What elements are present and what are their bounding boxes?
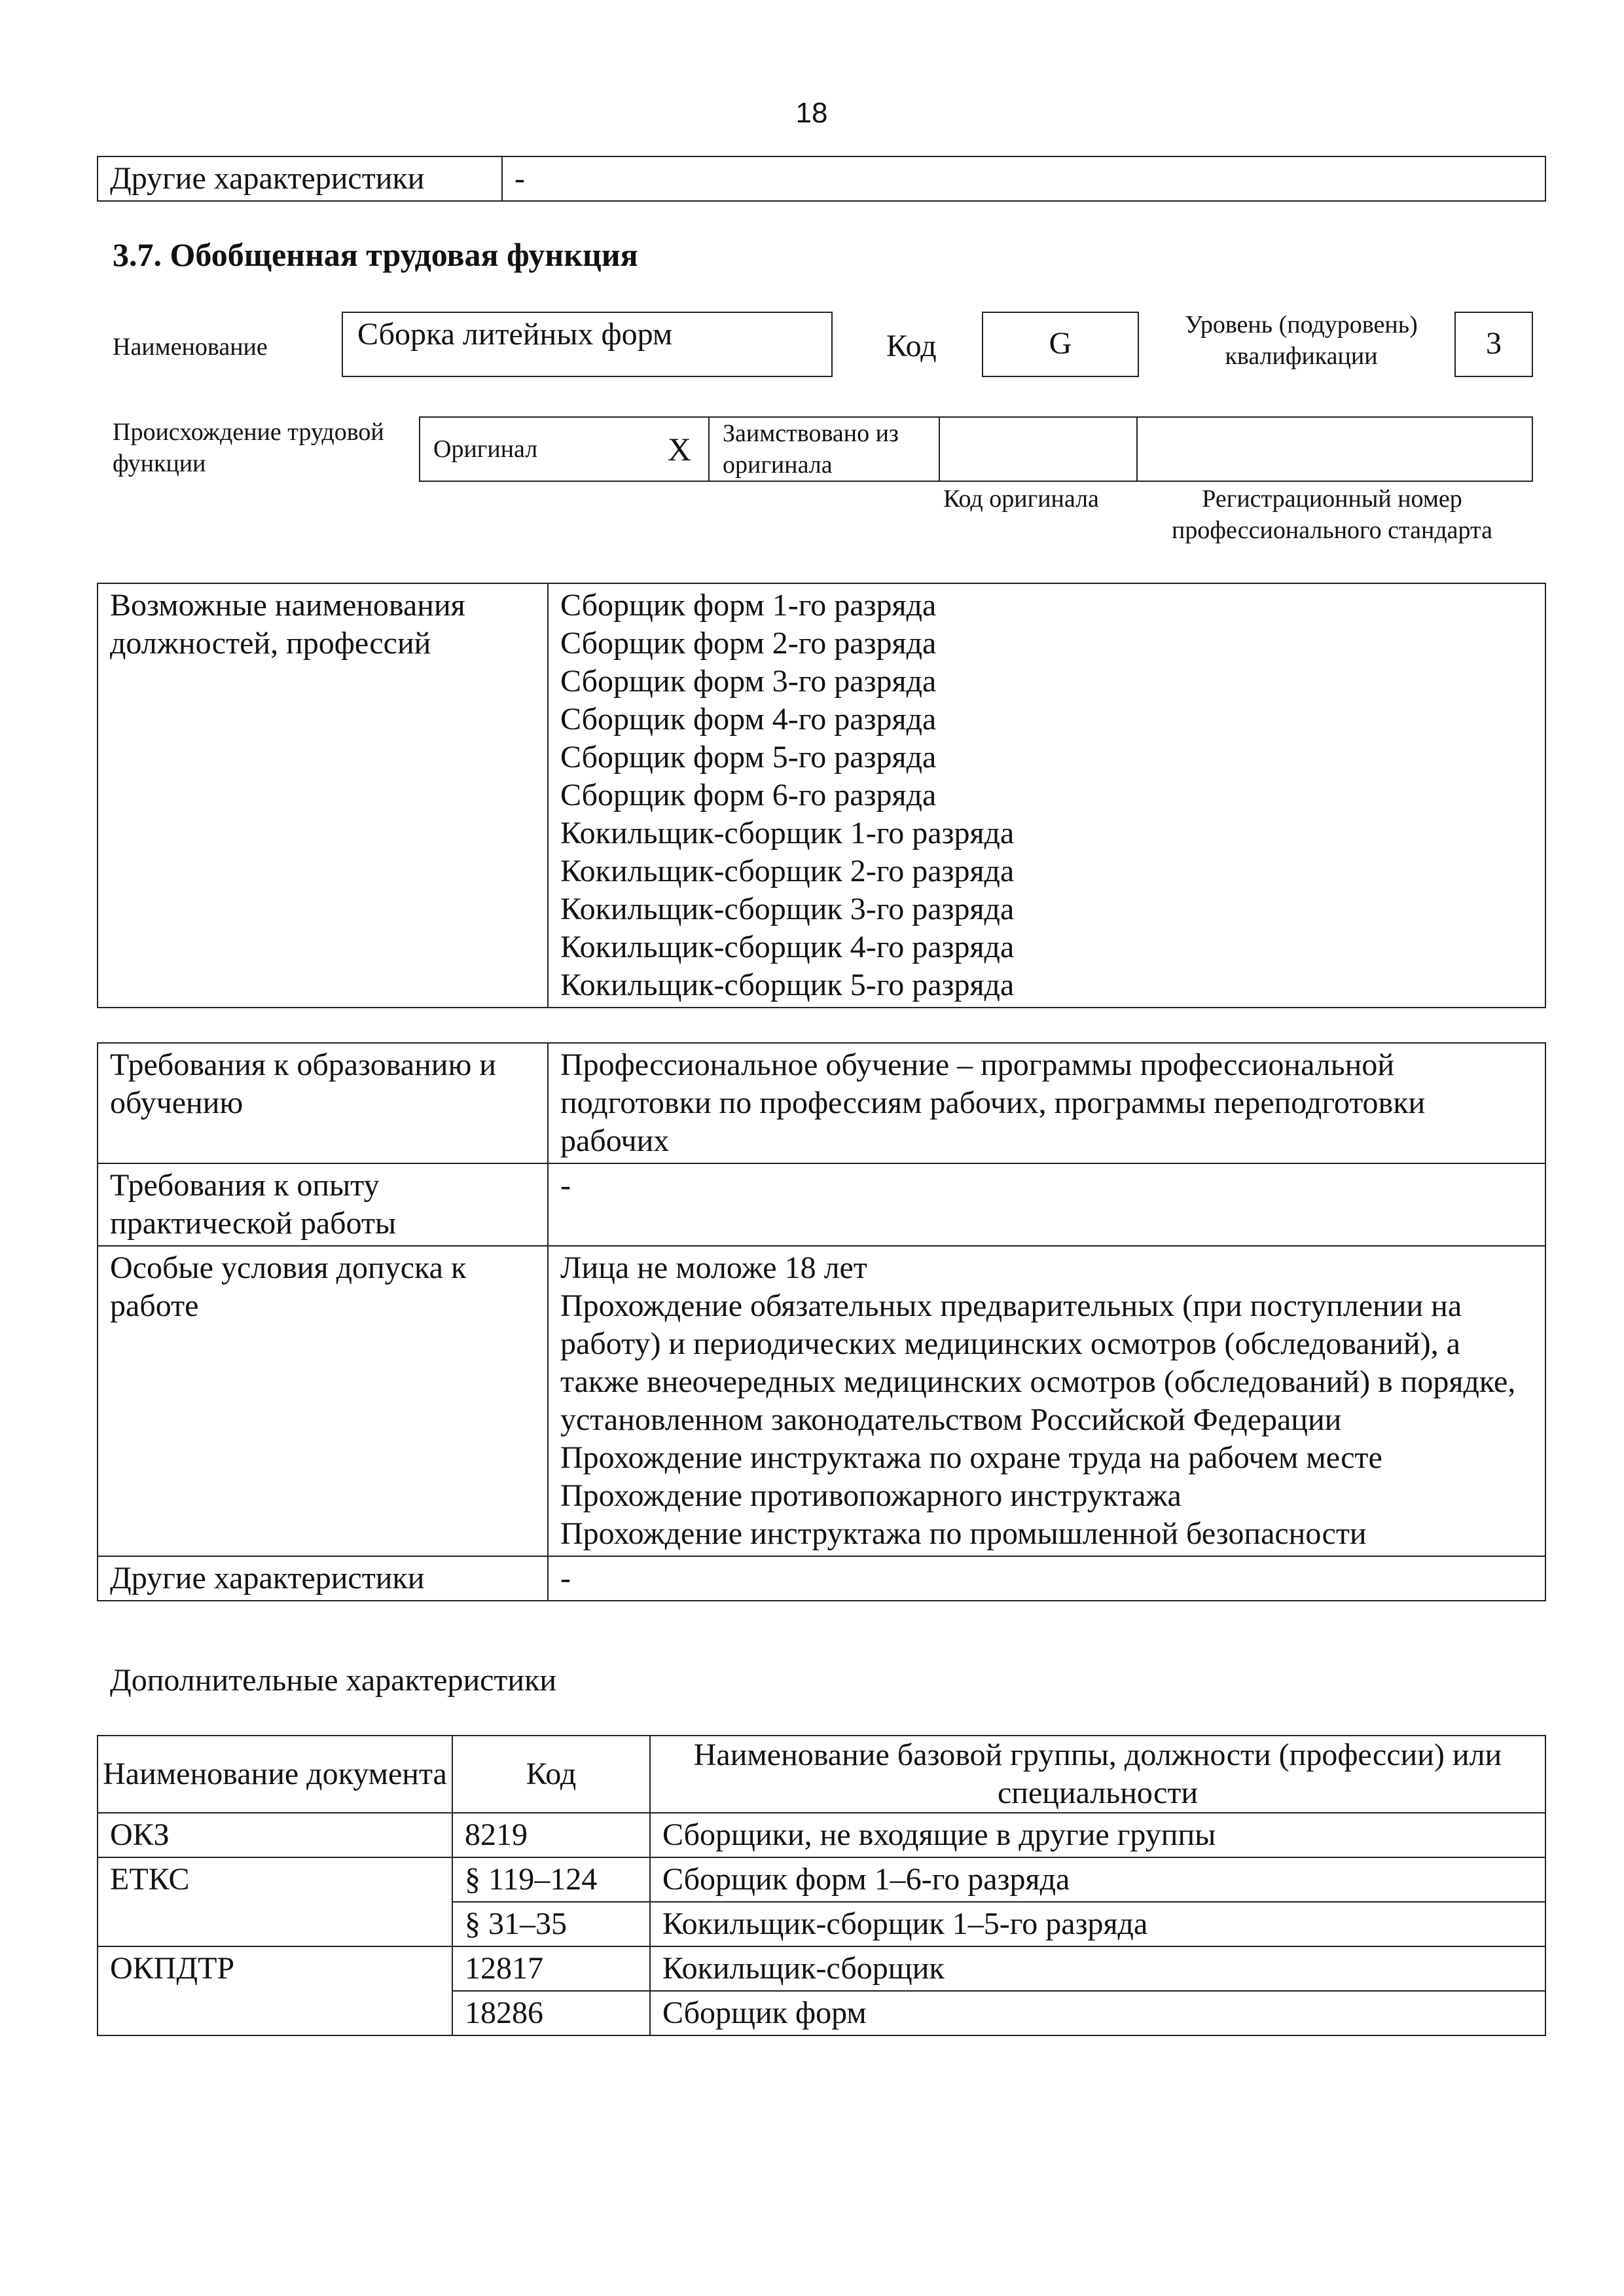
origin-original-label: Оригинал <box>433 435 538 463</box>
education-label: Требования к образованию и обучению <box>98 1043 548 1163</box>
requirements-table <box>97 1042 1546 1601</box>
top-other-label: Другие характеристики <box>98 156 502 201</box>
origin-borrowed-label: Заимствовано из оригинала <box>709 417 939 481</box>
name-value: Сборка литейных форм <box>357 317 673 352</box>
additional-name: Сборщик форм 1–6-го разряда <box>650 1857 1545 1902</box>
positions-label: Возможные наименования должностей, профессий <box>98 583 548 1008</box>
origin-code-caption: Код оригинала <box>943 485 1099 513</box>
position-item: Сборщик форм 4-го разряда <box>560 702 937 737</box>
experience-value: - <box>548 1163 1545 1246</box>
position-item: Кокильщик-сборщик 2-го разряда <box>560 854 1015 888</box>
positions-table <box>97 583 1546 1008</box>
additional-code: 8219 <box>452 1813 650 1857</box>
additional-doc: ЕТКС <box>98 1857 452 1946</box>
special-condition-item: Прохождение противопожарного инструктажа <box>560 1478 1182 1513</box>
experience-label: Требования к опыту практической работы <box>98 1163 548 1246</box>
top-other-characteristics-table <box>97 156 1546 202</box>
additional-code: 12817 <box>452 1946 650 1991</box>
table-row <box>98 1813 1545 1857</box>
additional-code: § 119–124 <box>452 1857 650 1902</box>
position-item: Сборщик форм 2-го разряда <box>560 626 937 661</box>
special-condition-item: Лица не моложе 18 лет <box>560 1250 867 1285</box>
special-condition-item: Прохождение обязательных предварительных (при поступлении на работу) и периодических медицинских осмотров (обследований), а также внеочередных медицинских осмотров (обследований) в порядке, установленном законодательством Российской Федерации <box>560 1288 1516 1437</box>
additional-name: Кокильщик-сборщик 1–5-го разряда <box>650 1902 1545 1946</box>
origin-reg-caption: Регистрационный номер профессионального стандарта <box>1172 485 1492 544</box>
additional-col-doc: Наименование документа <box>98 1736 452 1813</box>
additional-name: Кокильщик-сборщик <box>650 1946 1545 1991</box>
table-row <box>98 1946 1545 1991</box>
additional-code: 18286 <box>452 1991 650 2035</box>
additional-doc: ОКЗ <box>98 1813 452 1857</box>
code-value-box <box>982 312 1139 377</box>
special-conditions-list <box>548 1246 1545 1556</box>
origin-original-cell <box>420 417 709 481</box>
top-other-value: - <box>502 156 1545 201</box>
origin-original-mark: X <box>667 431 691 467</box>
name-value-box <box>342 312 833 377</box>
additional-code: § 31–35 <box>452 1902 650 1946</box>
other-characteristics-label: Другие характеристики <box>98 1556 548 1601</box>
special-conditions-label: Особые условия допуска к работе <box>98 1246 548 1556</box>
additional-name: Сборщики, не входящие в другие группы <box>650 1813 1545 1857</box>
table-row <box>98 1857 1545 1902</box>
additional-name: Сборщик форм <box>650 1991 1545 2035</box>
origin-code-cell <box>939 417 1137 481</box>
position-item: Кокильщик-сборщик 5-го разряда <box>560 968 1015 1002</box>
special-condition-item: Прохождение инструктажа по промышленной безопасности <box>560 1516 1367 1551</box>
position-item: Сборщик форм 3-го разряда <box>560 664 937 699</box>
special-condition-item: Прохождение инструктажа по охране труда на рабочем месте <box>560 1440 1382 1475</box>
positions-list <box>548 583 1545 1008</box>
position-item: Кокильщик-сборщик 3-го разряда <box>560 892 1015 926</box>
origin-reg-cell <box>1137 417 1532 481</box>
position-item: Сборщик форм 5-го разряда <box>560 740 937 774</box>
additional-col-code: Код <box>452 1736 650 1813</box>
level-value: 3 <box>1486 326 1502 361</box>
level-value-box <box>1454 312 1533 377</box>
position-item: Кокильщик-сборщик 1-го разряда <box>560 816 1015 850</box>
position-item: Сборщик форм 6-го разряда <box>560 778 937 812</box>
education-value: Профессиональное обучение – программы профессиональной подготовки по профессиям рабочих, программы переподготовки рабочих <box>548 1043 1545 1163</box>
additional-title: Дополнительные характеристики <box>110 1663 557 1698</box>
name-label: Наименование <box>113 333 268 361</box>
position-item: Кокильщик-сборщик 4-го разряда <box>560 930 1015 964</box>
code-value: G <box>1049 326 1072 361</box>
level-label: Уровень (подуровень) квалификации <box>1185 311 1418 370</box>
page-number: 18 <box>795 97 828 129</box>
other-characteristics-value: - <box>548 1556 1545 1601</box>
position-item: Сборщик форм 1-го разряда <box>560 588 937 623</box>
additional-col-name: Наименование базовой группы, должности (профессии) или специальности <box>650 1736 1545 1813</box>
additional-table <box>97 1735 1546 2036</box>
code-label: Код <box>886 329 937 363</box>
origin-table <box>419 416 1533 482</box>
additional-doc: ОКПДТР <box>98 1946 452 2035</box>
section-title: 3.7. Обобщенная трудовая функция <box>113 236 638 273</box>
origin-label: Происхождение трудовой функции <box>113 418 384 477</box>
